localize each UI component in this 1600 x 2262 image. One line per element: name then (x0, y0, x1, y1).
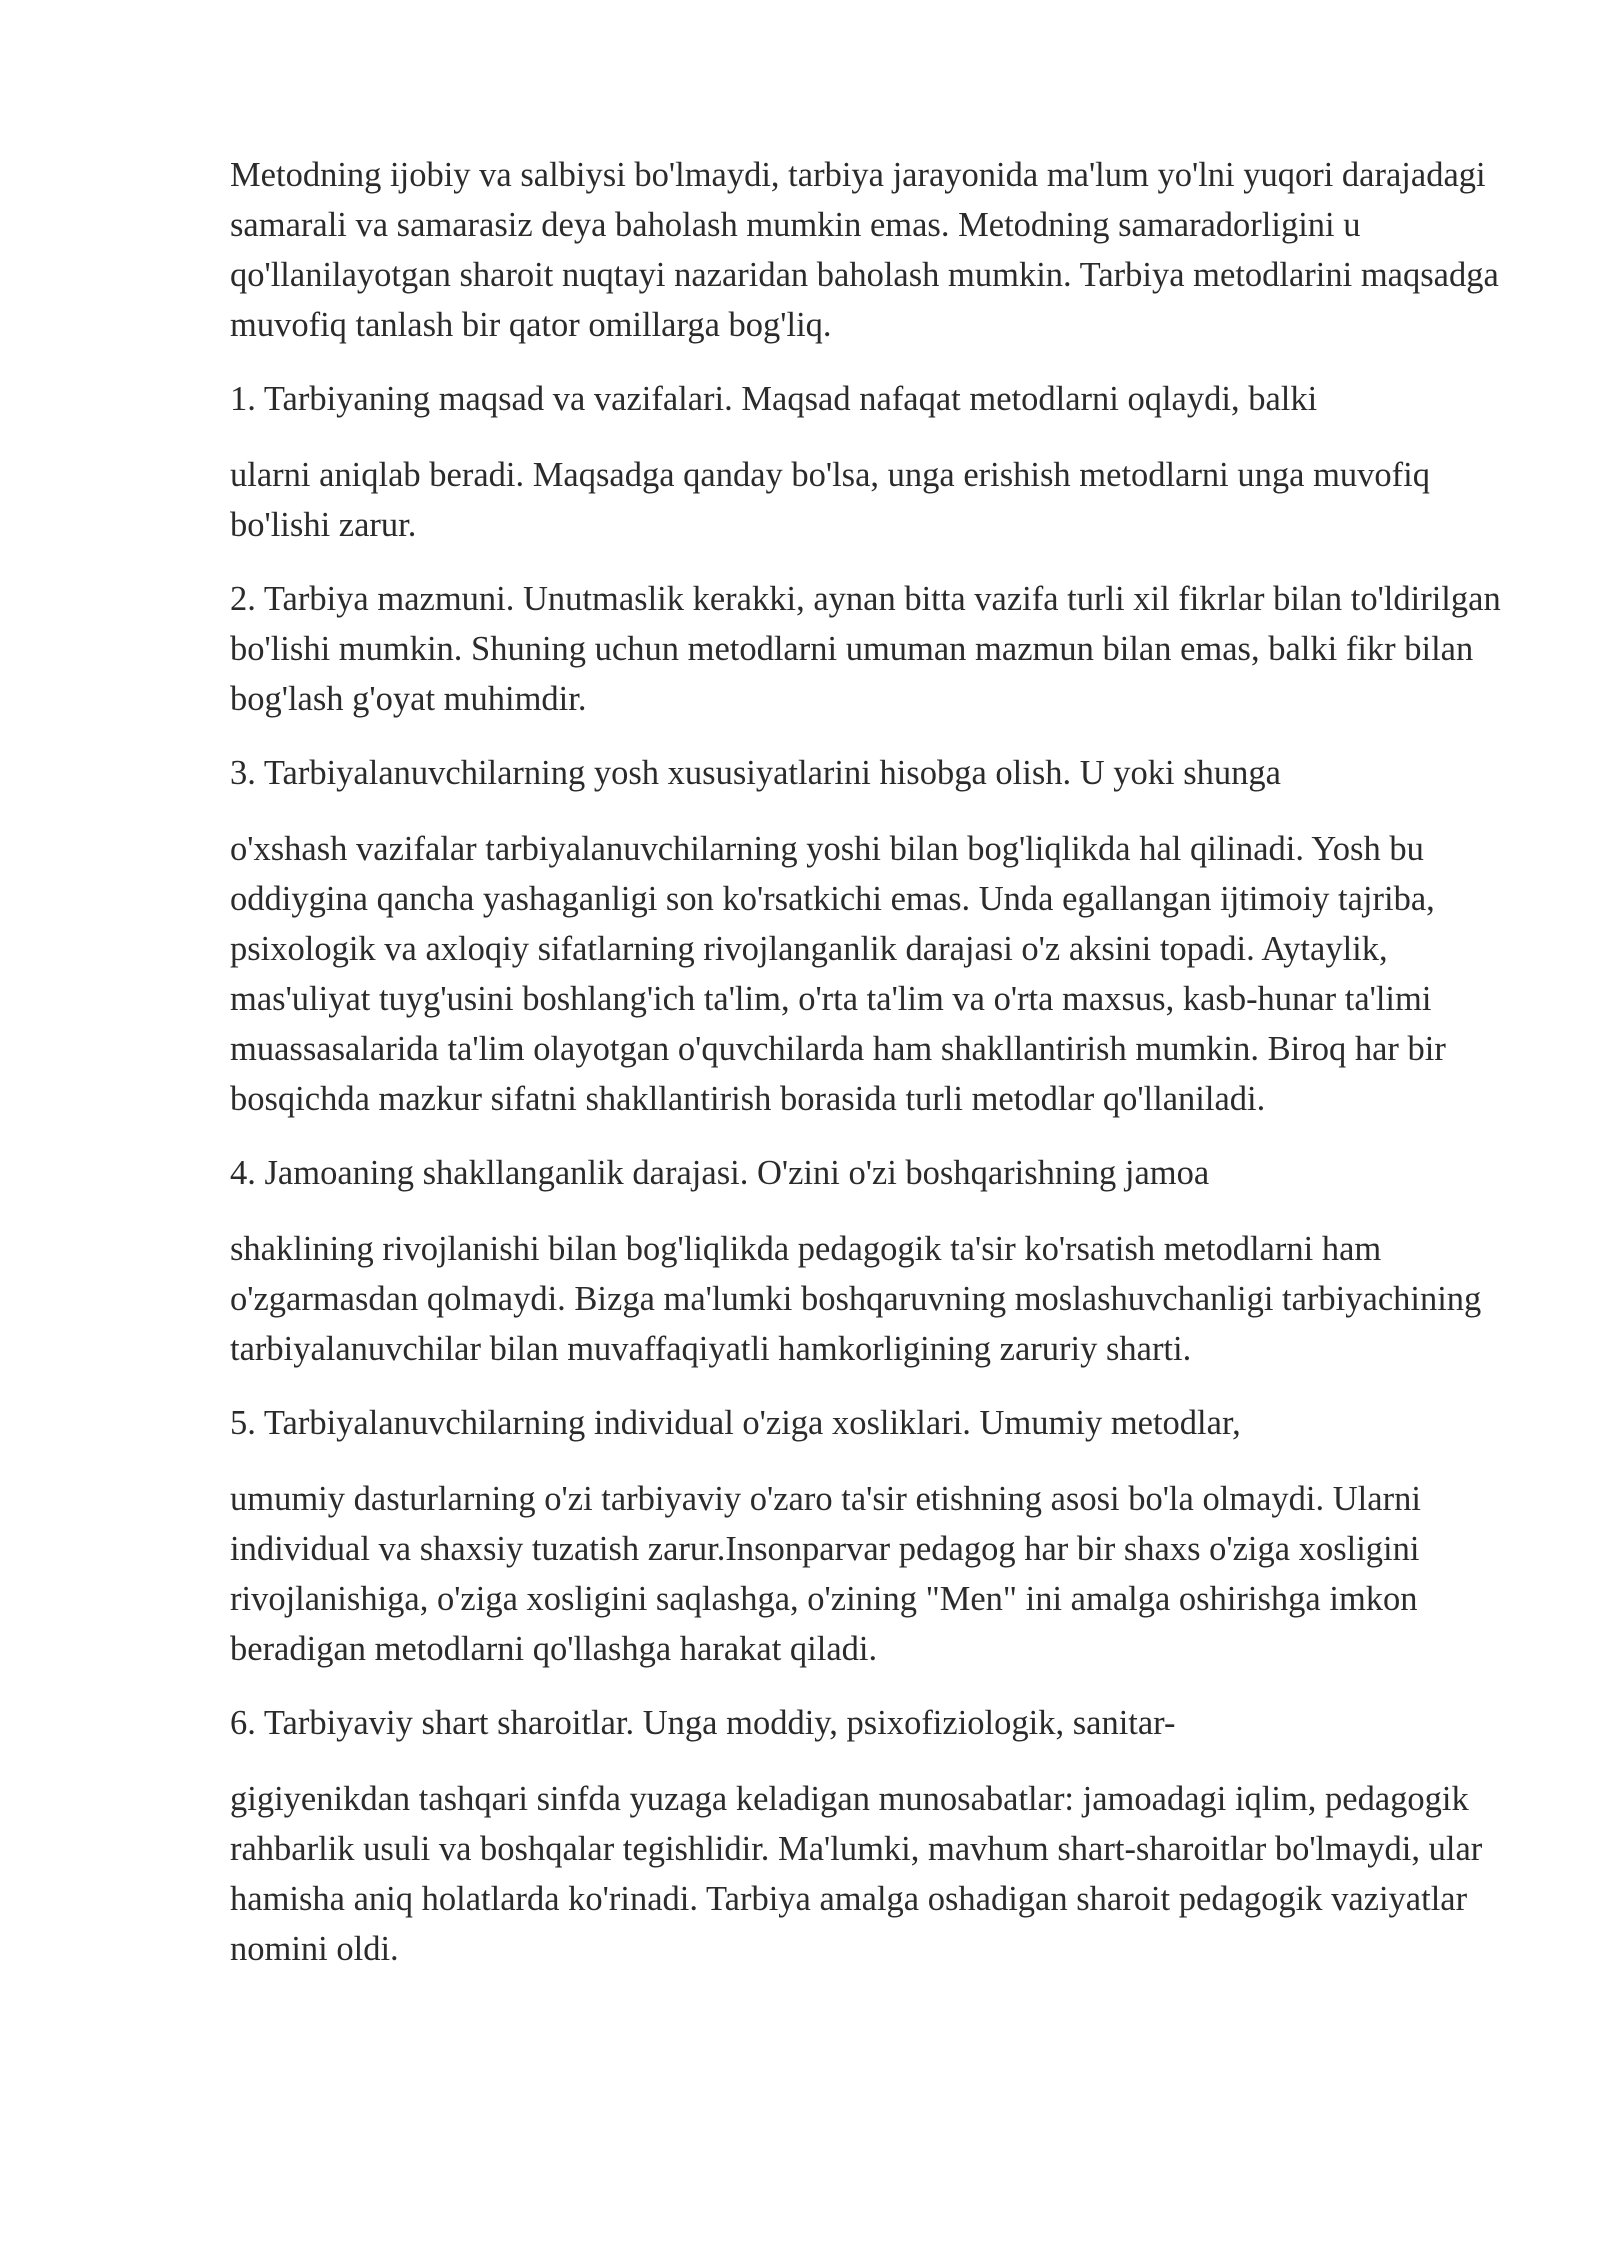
item-4-heading: 4. Jamoaning shakllanganlik darajasi. O'zini o'zi boshqarishning jamoa (230, 1154, 1210, 1192)
document-body (230, 150, 1520, 1998)
item-6-heading: 6. Tarbiyaviy shart sharoitlar. Unga moddiy, psixofiziologik, sanitar- (230, 1704, 1176, 1742)
item-5-heading: 5. Tarbiyalanuvchilarning individual o'ziga xosliklari. Umumiy metodlar, (230, 1404, 1241, 1442)
item-2-paragraph: 2. Tarbiya mazmuni. Unutmaslik kerakki, aynan bitta vazifa turli xil fikrlar bilan to'ldirilgan bo'lishi mumkin. Shuning uchun metodlarni umuman mazmun bilan emas, balki fikr bilan bog'lash g'oyat muhimdir. (230, 580, 1501, 718)
item-5-body: umumiy dasturlarning o'zi tarbiyaviy o'zaro ta'sir etishning asosi bo'la olmaydi. Ularni individual va shaxsiy tuzatish zarur.Insonparvar pedagog har bir shaxs o'ziga xosligini rivojlanishiga, o'ziga xosligini saqlashga, o'zining "Men" ini amalga oshirishga imkon beradigan metodlarni qo'llashga harakat qiladi. (230, 1480, 1421, 1668)
intro-paragraph: Metodning ijobiy va salbiysi bo'lmaydi, tarbiya jarayonida ma'lum yo'lni yuqori darajadagi samarali va samarasiz deya baholash mumkin emas. Metodning samaradorligini u qo'llanilayotgan sharoit nuqtayi nazaridan baholash mumkin. Tarbiya metodlarini maqsadga muvofiq tanlash bir qator omillarga bog'liq. (230, 156, 1499, 344)
item-3-heading: 3. Tarbiyalanuvchilarning yosh xususiyatlarini hisobga olish. U yoki shunga (230, 754, 1281, 792)
item-4-body: shaklining rivojlanishi bilan bog'liqlikda pedagogik ta'sir ko'rsatish metodlarni ham o'zgarmasdan qolmaydi. Bizga ma'lumki boshqaruvning moslashuvchanligi tarbiyachining tarbiyalanuvchilar bilan muvaffaqiyatli hamkorligining zaruriy sharti. (230, 1230, 1482, 1368)
item-1-heading: 1. Tarbiyaning maqsad va vazifalari. Maqsad nafaqat metodlarni oqlaydi, balki (230, 380, 1318, 418)
item-6-body: gigiyenikdan tashqari sinfda yuzaga keladigan munosabatlar: jamoadagi iqlim, pedagogik rahbarlik usuli va boshqalar tegishlidir. Ma'lumki, mavhum shart-sharoitlar bo'lmaydi, ular hamisha aniq holatlarda ko'rinadi. Tarbiya amalga oshadigan sharoit pedagogik vaziyatlar nomini oldi. (230, 1780, 1483, 1968)
item-1-body: ularni aniqlab beradi. Maqsadga qanday bo'lsa, unga erishish metodlarni unga muvofiq bo'lishi zarur. (230, 456, 1430, 544)
item-3-body: o'xshash vazifalar tarbiyalanuvchilarning yoshi bilan bog'liqlikda hal qilinadi. Yosh bu oddiygina qancha yashaganligi son ko'rsatkichi emas. Unda egallangan ijtimoiy tajriba, psixologik va axloqiy sifatlarning rivojlanganlik darajasi o'z aksini topadi. Aytaylik, mas'uliyat tuyg'usini boshlang'ich ta'lim, o'rta ta'lim va o'rta maxsus, kasb-hunar ta'limi muassasalarida ta'lim olayotgan o'quvchilarda ham shakllantirish mumkin. Biroq har bir bosqichda mazkur sifatni shakllantirish borasida turli metodlar qo'llaniladi. (230, 830, 1446, 1118)
